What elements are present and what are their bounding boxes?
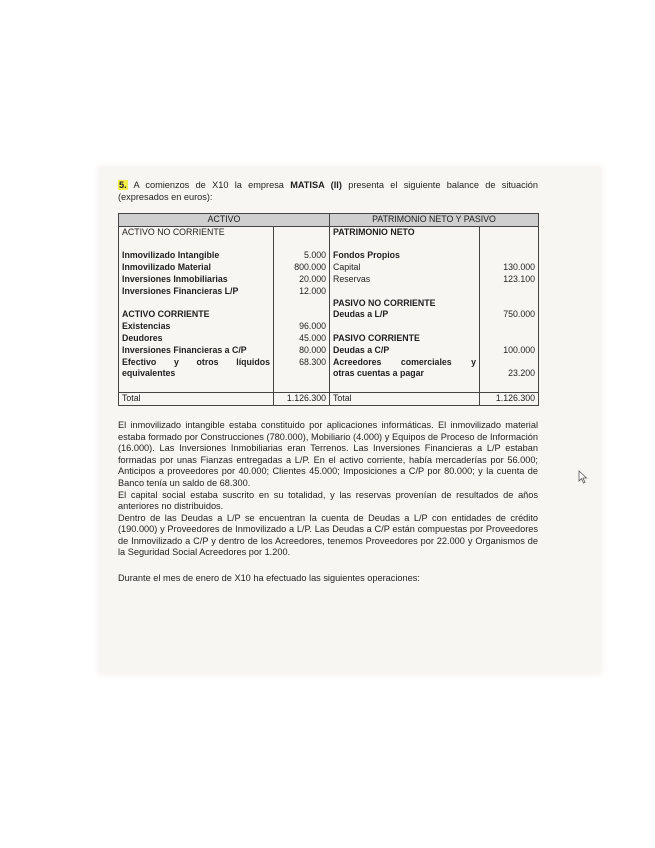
paragraph: El capital social estaba suscrito en su totalidad, y las reservas provenían de resultados de años anteriores no distribuidos. — [118, 489, 538, 512]
header-pn-pasivo: PATRIMONIO NETO Y PASIVO — [330, 214, 539, 227]
row-value: 20.000 — [299, 273, 326, 284]
row-label: Inversiones Financieras a C/P — [122, 344, 247, 355]
pasivo-labels — [330, 226, 480, 392]
row-label: Inversiones Inmobiliarias — [122, 273, 228, 284]
row-label-fondos: Fondos Propios — [333, 250, 400, 261]
section-activo-corriente: ACTIVO CORRIENTE — [122, 309, 210, 320]
row-value: 23.200 — [508, 368, 536, 379]
total-activo-value: 1.126.300 — [274, 392, 330, 405]
row-label: Reservas — [333, 273, 371, 284]
row-value: 68.300 — [299, 356, 326, 367]
row-value: 100.000 — [503, 344, 536, 355]
row-label: Existencias — [122, 321, 171, 332]
paragraph: El inmovilizado intangible estaba constituido por aplicaciones informáticas. El inmovilizado material estaba formado por Construcciones (780.000), Mobiliario (4.000) y Equipos de Proceso de Información (16.000). Las Inversiones Inmobiliarias eran Terrenos. Las Inversiones Financieras a L/P estaban formadas por unas Fianzas entregadas a L/P. En el activo corriente, había mercaderías por 56.000; Anticipos a proveedores por 40.000; Clientes 45.000; Imposiciones a C/P por 80.000; y la cuenta de Banco tenía un saldo de 68.300. — [118, 419, 538, 488]
row-label: Inmovilizado Intangible — [122, 250, 220, 261]
row-value: 96.000 — [299, 321, 326, 332]
row-value: 123.100 — [503, 273, 536, 284]
closing-paragraph: Durante el mes de enero de X10 ha efectuado las siguientes operaciones: — [118, 573, 420, 584]
row-value: 12.000 — [299, 285, 326, 296]
row-label-acreedores: Acreedores comerciales y — [333, 356, 476, 367]
row-label: Deudas a L/P — [333, 309, 389, 320]
mouse-pointer-icon — [578, 470, 588, 484]
balance-sheet-table — [118, 213, 539, 406]
row-label: Deudas a C/P — [333, 344, 390, 355]
section-pasivo-no-corriente: PASIVO NO CORRIENTE — [333, 297, 436, 308]
total-pasivo-label: Total — [330, 392, 480, 405]
total-pasivo-value: 1.126.300 — [480, 392, 539, 405]
section-activo-no-corriente: ACTIVO NO CORRIENTE — [122, 226, 225, 237]
row-value: 800.000 — [294, 262, 326, 273]
activo-labels — [119, 226, 274, 392]
company-name: MATISA (II) — [290, 180, 342, 190]
row-label: Capital — [333, 262, 361, 273]
row-label: Inmovilizado Material — [122, 262, 211, 273]
exercise-number: 5. — [119, 180, 127, 190]
paragraph: Dentro de las Deudas a L/P se encuentran la cuenta de Deudas a L/P con entidades de crédito (190.000) y Proveedores de Inmovilizado a L/P. Las Deudas a C/P están compuestas por Proveedores de Inmovilizado a C/P y dentro de los Acreedores, tenemos Proveedores por 22.000 y Organismos de la Seguridad Social Acreedores por 1.200. — [118, 512, 538, 558]
row-label: Inversiones Financieras L/P — [122, 285, 239, 296]
row-value: 5.000 — [303, 250, 326, 261]
section-patrimonio-neto: PATRIMONIO NETO — [333, 226, 415, 237]
header-activo: ACTIVO — [119, 214, 330, 227]
body-text — [118, 420, 538, 585]
row-value: 130.000 — [503, 262, 536, 273]
intro-text-b: presenta el siguiente balance de situación (expresados en euros): — [118, 180, 539, 202]
row-label-efectivo: Efectivo y otros líquidos — [122, 356, 270, 367]
intro-text-a: A comienzos de X10 la empresa — [127, 180, 291, 190]
row-label: Deudores — [122, 332, 163, 343]
row-label-efectivo-2: equivalentes — [122, 368, 176, 379]
pasivo-values — [480, 226, 539, 392]
row-label-acreedores-2: otras cuentas a pagar — [333, 368, 424, 379]
row-value: 45.000 — [299, 332, 326, 343]
total-activo-label: Total — [119, 392, 274, 405]
row-value: 750.000 — [503, 309, 536, 320]
activo-values — [274, 226, 330, 392]
row-value: 80.000 — [299, 344, 326, 355]
exercise-intro — [118, 180, 538, 203]
document-content — [118, 180, 538, 585]
section-pasivo-corriente: PASIVO CORRIENTE — [333, 332, 420, 343]
